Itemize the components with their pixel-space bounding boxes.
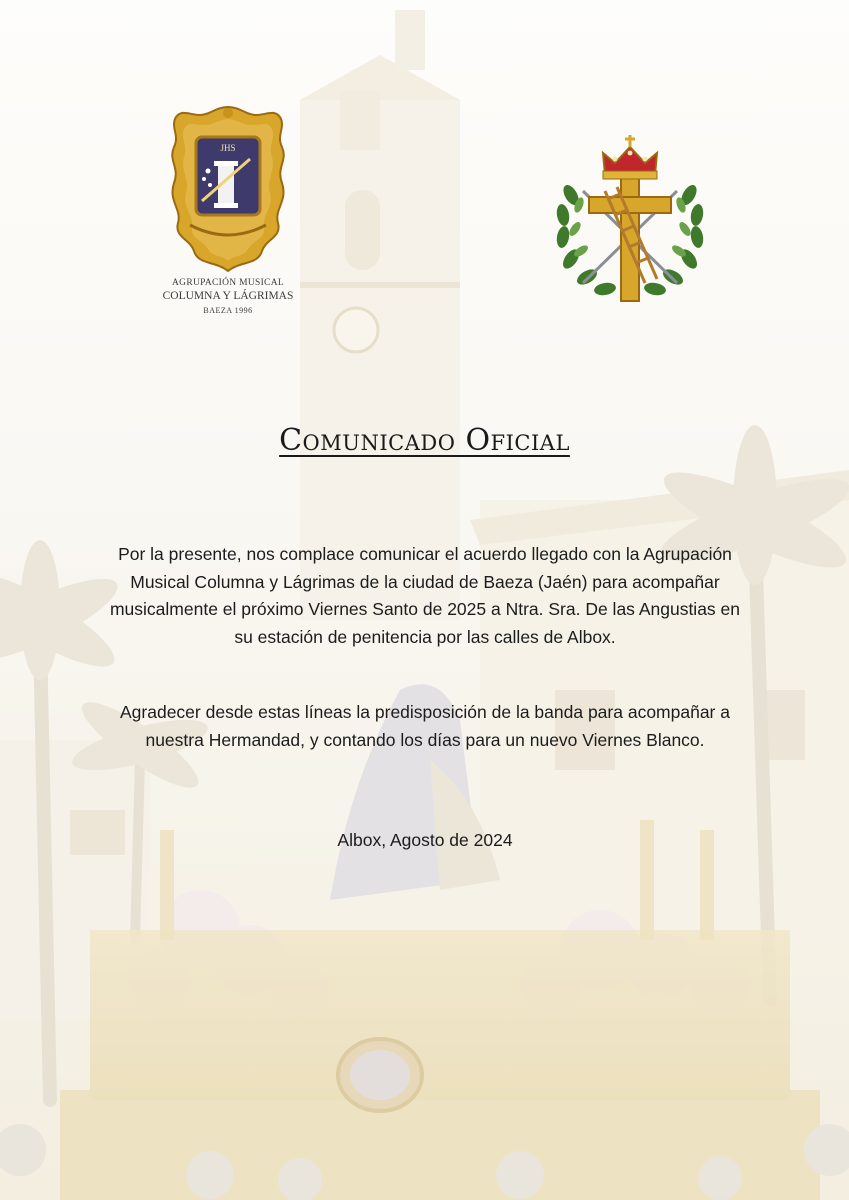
- hermandad-cross-crest-icon: [553, 133, 707, 309]
- page-title: Comunicado Oficial: [279, 423, 570, 458]
- logo-caption-line1: AGRUPACIÓN MUSICAL: [172, 278, 284, 288]
- signoff-date: Albox, Agosto de 2024: [337, 830, 513, 850]
- body-paragraph: Agradecer desde estas líneas la predisposición de la banda para acompañar a nuestra Hermandad, y contando los días para un nuevo Viernes Blanco.: [120, 702, 730, 750]
- logo-caption-line2: COLUMNA Y LÁGRIMAS: [162, 290, 294, 302]
- body-paragraph: Por la presente, nos complace comunicar el acuerdo llegado con la Agrupación Musical Columna y Lágrimas de la ciudad de Baeza (Jaén) para acompañar musicalmente el próximo Viernes Santo de 2025 a Ntra. Sra. De las Angustias en su estación de penitencia por las calles de Albox.: [109, 544, 741, 647]
- agrupacion-crest-icon: [170, 105, 286, 273]
- crest-monogram: JHS: [220, 143, 236, 153]
- logo-caption-line3: BAEZA 1996: [203, 306, 253, 315]
- agrupacion-musical-logo: [158, 105, 298, 320]
